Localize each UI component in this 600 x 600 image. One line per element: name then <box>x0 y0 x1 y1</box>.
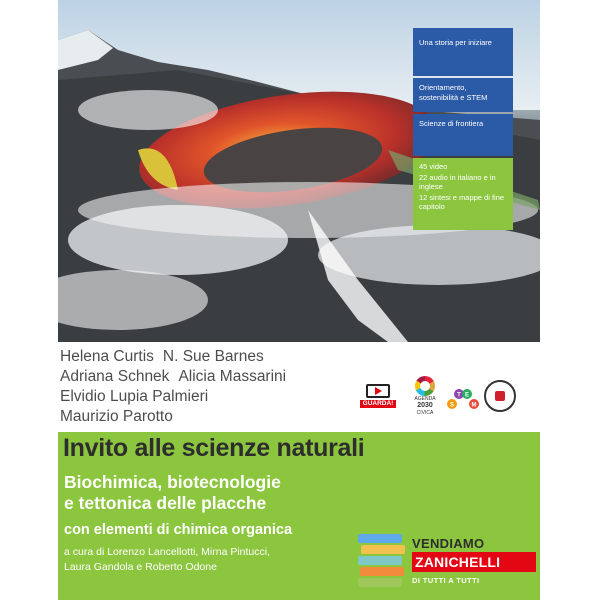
zanichelli-logo: ZANICHELLI <box>412 552 536 572</box>
author-row <box>60 367 360 387</box>
editors-line: a cura di Lorenzo Lancellotti, Mirna Pintucci, <box>64 546 271 558</box>
book-stack-icon <box>358 532 402 590</box>
play-icon <box>375 387 382 395</box>
feature-box-story: Una storia per iniziare <box>413 28 513 76</box>
cover-photo-volcano <box>58 0 540 342</box>
media-line-maps: 12 sintesi e mappe di fine capitolo <box>419 192 505 211</box>
book-subtitle <box>64 472 281 514</box>
author-name: N. Sue Barnes <box>162 348 264 365</box>
author-row <box>60 407 360 427</box>
book-spine-icon <box>358 534 402 543</box>
features-panel <box>413 28 513 230</box>
logos-row <box>360 374 535 422</box>
sdg-ring-icon <box>415 376 435 396</box>
agenda-label: AGENDA <box>414 396 436 402</box>
vendiamo-zanichelli-badge <box>358 532 540 600</box>
book-spine-icon <box>358 556 402 565</box>
authors-block <box>60 347 360 427</box>
subtitle-line: Biochimica, biotecnologie <box>64 472 281 492</box>
media-box <box>413 158 513 230</box>
book-title: Invito alle scienze naturali <box>63 434 365 462</box>
author-name: Alicia Massarini <box>178 368 287 385</box>
vendiamo-label: VENDIAMO <box>412 536 485 551</box>
book-spine-icon <box>361 545 405 554</box>
di-tutti-label: DI TUTTI A TUTTI <box>412 576 480 585</box>
stem-icon <box>446 384 480 414</box>
author-name: Adriana Schnek <box>60 368 170 385</box>
editors-line: Laura Gandola e Roberto Odone <box>64 561 217 573</box>
agenda-year: 2030 <box>417 402 433 409</box>
book-spine-icon <box>360 567 404 576</box>
cross-icon <box>495 391 505 401</box>
author-name: Maurizio Parotto <box>60 408 173 425</box>
stem-m: M <box>471 402 477 409</box>
author-name: Elvidio Lupia Palmieri <box>60 388 209 405</box>
feature-box-frontier: Scienze di frontiera <box>413 114 513 156</box>
book-spine-icon <box>358 578 402 587</box>
agenda-2030-icon <box>410 376 440 420</box>
author-row <box>60 347 360 367</box>
author-row <box>60 387 360 407</box>
stem-letters-icon <box>446 384 480 414</box>
book-cover <box>58 0 540 600</box>
agenda-civica: CIVICA <box>416 410 434 416</box>
editors-credit <box>64 545 270 575</box>
book-subtitle-secondary: con elementi di chimica organica <box>64 522 293 538</box>
media-line-audio: 22 audio in italiano e in inglese <box>419 172 496 191</box>
tv-icon <box>366 384 390 398</box>
stem-e: E <box>464 392 470 399</box>
guarda-label: GUARDA! <box>360 400 396 408</box>
guarda-video-icon <box>360 384 396 410</box>
feature-box-orientation: Orientamento, sostenibilità e STEM <box>413 78 513 112</box>
stem-t: T <box>457 392 461 399</box>
media-line-video: 45 video <box>419 162 448 171</box>
seal-icon <box>484 380 516 412</box>
stem-s: S <box>449 402 455 409</box>
subtitle-line: e tettonica delle placche <box>64 493 267 513</box>
author-name: Helena Curtis <box>60 348 154 365</box>
title-band <box>58 432 540 600</box>
